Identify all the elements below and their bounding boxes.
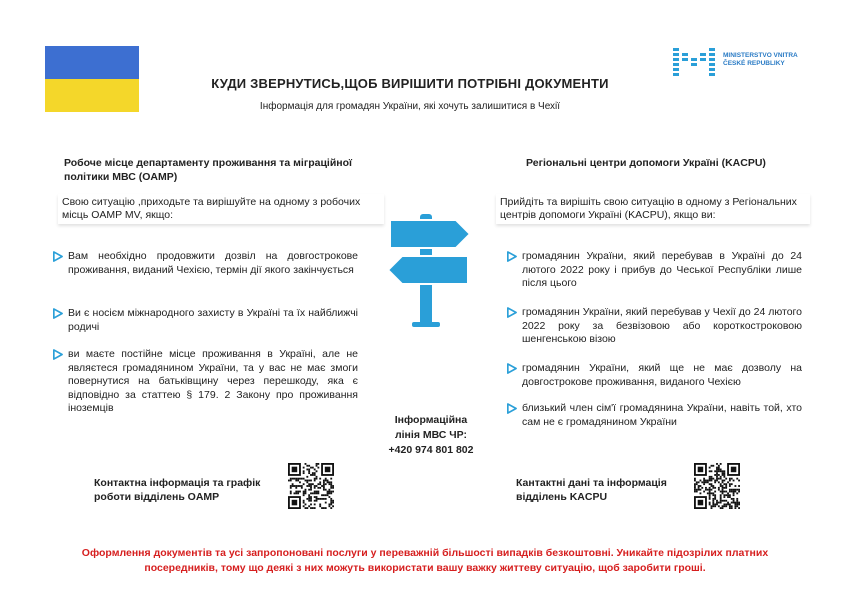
oamp-bullet-3: [68, 348, 358, 416]
ministry-logo-icon: [671, 46, 719, 80]
kacpu-bullet-2: [522, 306, 802, 347]
kacpu-qr-code[interactable]: [694, 463, 740, 514]
logo-line-1: MINISTERSTVO VNITRA: [723, 52, 798, 59]
oamp-intro: Свою ситуацію ,приходьте та вирішуйте на одному з робочих місць OAMP MV, якщо:: [58, 194, 384, 224]
kacpu-bullet-1-text: громадянин України, який перебував в Україні до 24 лютого 2022 року і прибув до Чеської Республіки лише після цього: [522, 250, 802, 289]
kacpu-heading: Регіональні центри допомоги Україні (KACPU): [526, 157, 766, 169]
play-arrow-icon: [52, 308, 63, 319]
page-subtitle: Інформація для громадян України, які хочуть залишитися в Чехії: [259, 101, 561, 112]
kacpu-bullet-2-text: громадянин України, який перебував у Чехії до 24 лютого 2022 року за безвізовою або короткостроковою шенгенською візою: [522, 306, 802, 345]
qr-code-icon: [288, 463, 334, 509]
oamp-heading: Робоче місце департаменту проживання та міграційної політики МВС (OAMP): [64, 157, 352, 183]
qr-code-icon: [694, 463, 740, 509]
hotline: [382, 413, 480, 458]
oamp-bullet-1-text: Вам необхідно продовжити дозвіл на довгострокове проживання, виданий Чехією, термін дії якого закінчується: [68, 250, 358, 276]
kacpu-bullet-3-text: громадянин України, який ще не має дозволу на довгострокове проживання, виданого Чехією: [522, 362, 802, 388]
play-arrow-icon: [52, 251, 63, 262]
ukraine-flag: [45, 46, 139, 112]
oamp-bullet-3-text: ви маєте постійне місце проживання в Україні, але не являєтеся громадянином України, та у вас не має змоги повернутися на батьківщину через перешкоду, яка є відповідно за статтею § 179. 2 Закону про проживання іноземців: [68, 348, 358, 414]
kacpu-contact-label: Кантактні дані та інформація відділень KACPU: [516, 477, 667, 503]
hotline-line-1: Інформаційна: [394, 414, 468, 426]
logo-line-2: ČESKÉ REPUBLIKY: [723, 60, 785, 67]
oamp-bullet-1: [68, 250, 358, 277]
kacpu-intro: Прийдіть та вирішіть свою ситуацію в одному з Регіональних центрів допомоги Україні (KACPU), якщо ви:: [496, 194, 810, 224]
page-title: КУДИ ЗВЕРНУТИСЬ,ЩОБ ВИРІШИТИ ПОТРІБНІ ДОКУМЕНТИ: [211, 76, 609, 91]
ministry-logo: [671, 46, 831, 86]
kacpu-bullet-4: [522, 402, 802, 429]
oamp-bullet-2-text: Ви є носієм міжнародного захисту в Україні та їх найближчі родичі: [68, 307, 358, 333]
hotline-phone: +420 974 801 802: [388, 444, 474, 456]
play-arrow-icon: [506, 251, 517, 262]
kacpu-bullet-4-text: близький член сім'ї громадянина України, навіть той, хто сам не є громадянином України: [522, 402, 802, 428]
hotline-line-2: лінія МВС ЧР:: [394, 429, 468, 441]
oamp-qr-code[interactable]: [288, 463, 334, 514]
play-arrow-icon: [506, 403, 517, 414]
kacpu-bullet-3: [522, 362, 802, 389]
play-arrow-icon: [506, 363, 517, 374]
kacpu-bullet-1: [522, 250, 802, 291]
footer-warning: Оформлення документів та усі запропоновані послуги у переважній більшості випадків безкоштовні. Уникайте підозрілих платних посередників, тому що деякі з них можуть використати вашу важку життеву ситуацію, щоб заробити гроші.: [81, 547, 769, 574]
oamp-contact-label: Контактна інформація та графік роботи відділень OAMP: [94, 477, 261, 503]
oamp-bullet-2: [68, 307, 358, 334]
signpost-icon: [384, 210, 474, 330]
play-arrow-icon: [506, 307, 517, 318]
play-arrow-icon: [52, 349, 63, 360]
